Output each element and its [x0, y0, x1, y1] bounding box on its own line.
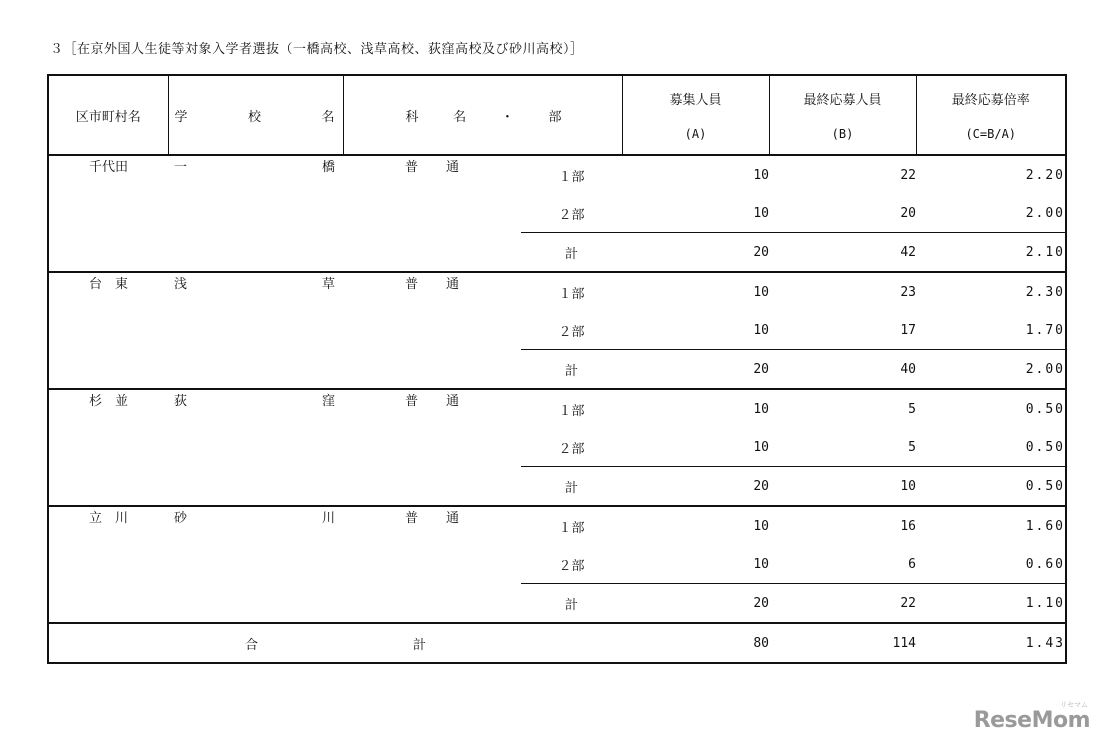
- school-char: 荻: [174, 394, 188, 409]
- table-row: [48, 155, 1066, 194]
- quota-cell: 20: [622, 233, 769, 273]
- applicants-cell: 40: [769, 350, 916, 390]
- header-school-char: 学: [174, 109, 188, 125]
- school-cell: [168, 272, 343, 389]
- quota-cell: 20: [622, 350, 769, 390]
- header-dept: [343, 75, 622, 155]
- header-school: [168, 75, 343, 155]
- part-cell: 計: [521, 350, 622, 390]
- table-row: [48, 272, 1066, 311]
- part-cell: 計: [521, 584, 622, 624]
- table-header-row: [48, 75, 1066, 155]
- header-ratio-label: 最終応募倍率: [951, 93, 1030, 108]
- applicants-cell: 5: [908, 439, 916, 455]
- table-row: [48, 389, 1066, 428]
- header-applicants: [769, 75, 916, 155]
- logo-text: ReseMom: [973, 708, 1090, 733]
- course-char: 通: [446, 511, 460, 526]
- ratio-cell: 0.50: [1025, 401, 1065, 417]
- ratio-cell: 2.30: [1025, 284, 1065, 300]
- ratio-cell: 1.60: [1025, 518, 1065, 534]
- ratio-cell: 0.50: [916, 467, 1066, 507]
- part-cell: ２部: [558, 207, 585, 223]
- part-cell: １部: [558, 286, 585, 302]
- course-char: 通: [446, 160, 460, 175]
- logo-small-text: リセマム: [1060, 701, 1088, 709]
- header-quota-label: 募集人員: [669, 93, 722, 108]
- course-char: 普: [404, 511, 418, 526]
- district-cell: 立 川: [48, 506, 168, 623]
- school-cell: [168, 506, 343, 623]
- ratio-cell: 2.20: [1025, 167, 1065, 183]
- grand-total-applicants: 114: [769, 623, 916, 663]
- school-char: 砂: [174, 511, 188, 526]
- header-school-char: 校: [247, 109, 261, 125]
- applicants-cell: 16: [900, 518, 916, 534]
- applicants-cell: 22: [900, 167, 916, 183]
- grand-total-ratio: 1.43: [916, 623, 1066, 663]
- quota-cell: 10: [753, 205, 769, 221]
- grand-total-label-char: 計: [412, 637, 426, 653]
- quota-cell: 10: [753, 556, 769, 572]
- ratio-cell: 2.00: [916, 350, 1066, 390]
- applicants-cell: 5: [908, 401, 916, 417]
- part-cell: ２部: [558, 441, 585, 457]
- grand-total-label-char: 合: [245, 637, 259, 653]
- course-char: 普: [404, 277, 418, 292]
- school-char: 草: [321, 277, 335, 292]
- quota-cell: 10: [753, 439, 769, 455]
- table-row: [48, 506, 1066, 545]
- applicants-cell: 42: [769, 233, 916, 273]
- part-cell: ２部: [558, 324, 585, 340]
- header-ratio: [916, 75, 1066, 155]
- part-cell: １部: [558, 403, 585, 419]
- quota-cell: 10: [753, 518, 769, 534]
- quota-cell: 10: [753, 322, 769, 338]
- school-char: 川: [321, 511, 335, 526]
- quota-cell: 20: [622, 584, 769, 624]
- part-cell: 計: [521, 233, 622, 273]
- course-cell: [343, 389, 521, 506]
- part-cell: 計: [521, 467, 622, 507]
- district-cell: 杉 並: [48, 389, 168, 506]
- header-applicants-label: 最終応募人員: [803, 93, 882, 108]
- school-cell: [168, 389, 343, 506]
- resemom-logo: [973, 701, 1090, 733]
- part-cell: １部: [558, 169, 585, 185]
- school-char: 一: [174, 160, 188, 175]
- header-quota-sub: (A): [684, 127, 707, 141]
- results-table: [47, 74, 1067, 664]
- course-cell: [343, 506, 521, 623]
- grand-total-row: [48, 623, 1066, 663]
- ratio-cell: 2.00: [1025, 205, 1065, 221]
- school-char: 橋: [321, 160, 335, 175]
- school-cell: [168, 155, 343, 272]
- course-char: 通: [446, 277, 460, 292]
- course-char: 普: [404, 394, 418, 409]
- grand-total-label: [48, 623, 622, 663]
- ratio-cell: 2.10: [916, 233, 1066, 273]
- grand-total-quota: 80: [622, 623, 769, 663]
- ratio-cell: 1.10: [916, 584, 1066, 624]
- ratio-cell: 1.70: [1025, 322, 1065, 338]
- applicants-cell: 23: [900, 284, 916, 300]
- header-school-char: 名: [321, 109, 335, 125]
- applicants-cell: 22: [769, 584, 916, 624]
- header-dept-char: ・: [500, 109, 514, 125]
- applicants-cell: 6: [908, 556, 916, 572]
- ratio-cell: 0.60: [1025, 556, 1065, 572]
- header-ratio-sub: (C=B/A): [965, 127, 1017, 141]
- applicants-cell: 17: [900, 322, 916, 338]
- course-char: 普: [404, 160, 418, 175]
- course-cell: [343, 155, 521, 272]
- quota-cell: 20: [622, 467, 769, 507]
- district-cell: 千代田: [48, 155, 168, 272]
- part-cell: ２部: [558, 558, 585, 574]
- applicants-cell: 20: [900, 205, 916, 221]
- header-district: 区市町村名: [75, 109, 141, 125]
- header-applicants-sub: (B): [831, 127, 854, 141]
- course-char: 通: [446, 394, 460, 409]
- header-dept-char: 名: [453, 109, 467, 125]
- quota-cell: 10: [753, 167, 769, 183]
- header-dept-char: 科: [405, 109, 419, 125]
- course-cell: [343, 272, 521, 389]
- header-dept-char: 部: [548, 109, 562, 125]
- quota-cell: 10: [753, 401, 769, 417]
- district-cell: 台 東: [48, 272, 168, 389]
- part-cell: １部: [558, 520, 585, 536]
- applicants-cell: 10: [769, 467, 916, 507]
- header-quota: [622, 75, 769, 155]
- quota-cell: 10: [753, 284, 769, 300]
- school-char: 浅: [174, 277, 188, 292]
- ratio-cell: 0.50: [1025, 439, 1065, 455]
- school-char: 窪: [321, 394, 335, 409]
- document-heading: ３［在京外国人生徒等対象入学者選抜（一橋高校、浅草高校、荻窪高校及び砂川高校）］: [50, 42, 584, 57]
